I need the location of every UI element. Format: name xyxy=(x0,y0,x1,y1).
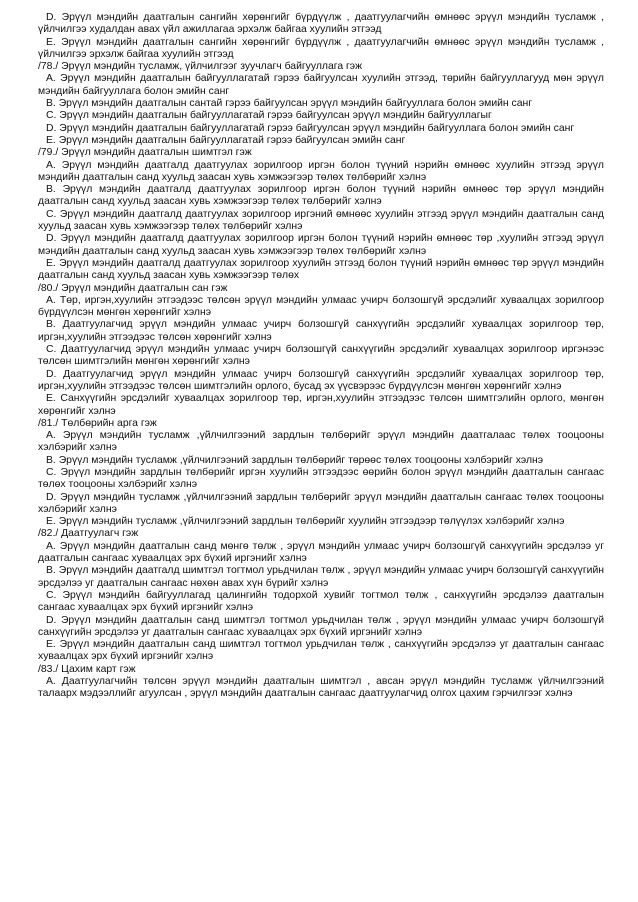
answer-option: A. Эрүүл мэндийн даатгалын байгууллагатай гэрээ байгуулсан хуулийн этгээд, төрийн байгууллагууд мөн эрүүл мэндийн байгууллага болон эмийн санг xyxy=(38,73,604,97)
answer-option: A. Эрүүл мэндийн даатгалд даатгуулах зорилгоор иргэн болон түүний нэрийн өмнөөс хуулийн этгээд эрүүл мэндийн даатгалын санд хуульд заасан хувь хэмжээгээр төлөх төлбөрийг хэлнэ xyxy=(38,159,604,183)
answer-option: C. Эрүүл мэндийн даатгалын байгууллагатай гэрээ байгуулсан эрүүл мэндийн байгууллагыг xyxy=(46,110,492,122)
document-page xyxy=(38,12,604,701)
question-heading: /83./ Цахим карт гэж xyxy=(38,663,136,675)
question-heading: /78./ Эрүүл мэндийн тусламж, үйлчилгээг зуучлагч байгууллага гэж xyxy=(38,61,363,73)
answer-option: A. Төр, иргэн,хуулийн этгээдээс төлсөн эрүүл мэндийн улмаас учирч болзошгүй эрсдэлийг хуваалцах зорилгоор бүрдүүлсэн мөнгөн хөрөнгийг хэлнэ xyxy=(38,294,604,319)
question-heading: /82./ Даатгуулагч гэж xyxy=(38,528,139,540)
answer-option: E. Эрүүл мэндийн даатгалд даатгуулах зорилгоор хуулийн этгээд болон түүний нэрийн өмнөөс төр эрүүл мэндийн даатгалын санд хуульд заасан хувь хэмжээгээр төлөх xyxy=(38,257,604,282)
answer-option: D. Даатгуулагчид эрүүл мэндийн улмаас учирч болзошгүй санхүүгийн эрсдэлийг хуваалцах зорилгоор төр, иргэн,хуулийн этгээдээс төлсөн шимтгэлийн орлого, бусад эх үүсвэрээс бүрдүүлсэн мөнгөн хөрөнгийг хэлнэ xyxy=(38,368,604,392)
answer-option: D. Эрүүл мэндийн даатгалын санд шимтгэл тогтмол урьдчилан төлж , эрүүл мэндийн улмаас учирч болзошгүй санхүүгийн эрсдэлээ уг даатгалын сангаас хуваалцах эрх бүхий иргэнийг хэлнэ xyxy=(38,614,604,638)
answer-option: E. Эрүүл мэндийн даатгалын байгууллагатай гэрээ байгуулсан эмийн санг xyxy=(46,134,406,146)
answer-option: B. Эрүүл мэндийн даатгалд даатгуулах зорилгоор иргэн болон түүний нэрийн өмнөөс төр эрүүл мэндийн даатгалын санд хуульд заасан хувь хэмжээгээр төлөх төлбөрийг хэлнэ xyxy=(38,184,604,208)
answer-option: B. Эрүүл мэндийн даатгалын сантай гэрээ байгуулсан эрүүл мэндийн байгууллага болон эмийн санг xyxy=(46,98,533,110)
answer-option: B. Эрүүл мэндийн тусламж ,үйлчилгээний зардлын төлбөрийг төрөөс төлөх тооцооны хэлбэрийг хэлнэ xyxy=(46,454,544,466)
answer-option: E. Эрүүл мэндийн тусламж ,үйлчилгээний зардлын төлбөрийг хуулийн этгээдээр төлүүлэх хэлбэрийг хэлнэ xyxy=(46,516,565,528)
answer-option: A. Эрүүл мэндийн тусламж ,үйлчилгээний зардлын төлбөрийг эрүүл мэндийн даатгалаас төлөх тооцооны хэлбэрийг хэлнэ xyxy=(38,430,604,454)
answer-option: B. Эрүүл мэндийн даатгалд шимтгэл тогтмол урьдчилан төлж , эрүүл мэндийн улмаас учирч болзошгүй санхүүгийн эрсдэлээ уг даатгалын сангаас нөхөн авах хүн бүрийг хэлнэ xyxy=(38,565,604,589)
answer-option: D. Эрүүл мэндийн даатгалын сангийн хөрөнгийг бүрдүүлж , даатгуулагчийн өмнөөс эрүүл мэндийн тусламж , үйлчилгээ худалдан авах үйл ажиллагаа эрхэлж байгаа хуулийн этгээд xyxy=(38,12,604,36)
answer-option: E. Санхүүгийн эрсдэлийг хуваалцах зорилгоор төр, иргэн,хуулийн этгээдээс төлсөн шимтгэлийн орлого, мөнгөн хөрөнгийг хэлнэ xyxy=(38,393,604,417)
answer-option: C. Даатгуулагчид эрүүл мэндийн улмаас учирч болзошгүй санхүүгийн эрсдэлийг хуваалцах зорилгоор иргэнээс төлсөн шимтгэлийн мөнгөн хөрөнгийг хэлнэ xyxy=(38,344,604,368)
answer-option: C. Эрүүл мэндийн зардлын төлбөрийг иргэн хуулийн этгээдээс өөрийн болон эрүүл мэндийн даатгалын сангаас төлөх тооцооны хэлбэрийг хэлнэ xyxy=(38,466,604,491)
question-heading: /81./ Төлбөрийн арга гэж xyxy=(38,417,157,429)
answer-option: D. Эрүүл мэндийн даатгалд даатгуулах зорилгоор иргэн болон түүний нэрийн өмнөөс төр ,хуулийн этгээд эрүүл мэндийн даатгалын санд хуульд заасан хувь хэмжээгээр төлөх төлбөрийг хэлнэ xyxy=(38,233,604,257)
question-heading: /80./ Эрүүл мэндийн даатгалын сан гэж xyxy=(38,282,228,294)
answer-option: A. Эрүүл мэндийн даатгалын санд мөнгө төлж , эрүүл мэндийн улмаас учирч болзошгүй санхүүгийн эрсдэлээ уг даатгалын сангаас хуваалцах эрх бүхий иргэнийг хэлнэ xyxy=(38,540,604,565)
question-heading: /79./ Эрүүл мэндийн даатгалын шимтгэл гэж xyxy=(38,147,252,159)
answer-option: E. Эрүүл мэндийн даатгалын санд шимтгэл тогтмол урьдчилан төлж , санхүүгийн эрсдэлээ уг даатгалын сангаас хуваалцах эрх бүхий иргэнийг хэлнэ xyxy=(38,639,604,663)
answer-option: D. Эрүүл мэндийн даатгалын байгууллагатай гэрээ байгуулсан эрүүл мэндийн байгууллага болон эмийн санг xyxy=(46,122,575,134)
answer-option: B. Даатгуулагчид эрүүл мэндийн улмаас учирч болзошгүй санхүүгийн эрсдэлийг хуваалцах зорилгоор төр, иргэн,хуулийн этгээдээс төлсөн хөрөнгийг хэлнэ xyxy=(38,319,604,343)
answer-option: C. Эрүүл мэндийн даатгалд даатгуулах зорилгоор иргэний өмнөөс хуулийн этгээд эрүүл мэндийн даатгалын санд хуульд заасан хувь хэмжээгээр төлөх төлбөрийг хэлнэ xyxy=(38,208,604,233)
answer-option: E. Эрүүл мэндийн даатгалын сангийн хөрөнгийг бүрдүүлж , даатгуулагчийн өмнөөс эрүүл мэндийн тусламж , үйлчилгээ эрхэлж байгаа хуулийн этгээд xyxy=(38,36,604,60)
answer-option: D. Эрүүл мэндийн тусламж ,үйлчилгээний зардлын төлбөрийг эрүүл мэндийн даатгалын сангаас төлөх тооцооны хэлбэрийг хэлнэ xyxy=(38,491,604,515)
answer-option: A. Даатгуулагчийн төлсөн эрүүл мэндийн даатгалын шимтгэл , авсан эрүүл мэндийн тусламж үйлчилгээний талаарх мэдээллийг агуулсан , эрүүл мэндийн даатгалын сангаас даатгуулагчид олгох цахим гэрчилгээг хэлнэ xyxy=(38,676,604,700)
answer-option: C. Эрүүл мэндийн байгууллагад цалингийн тодорхой хувийг тогтмол төлж , санхүүгийн эрсдэлээ даатгалын сангаас хуваалцах эрх бүхий иргэнийг хэлнэ xyxy=(38,589,604,614)
